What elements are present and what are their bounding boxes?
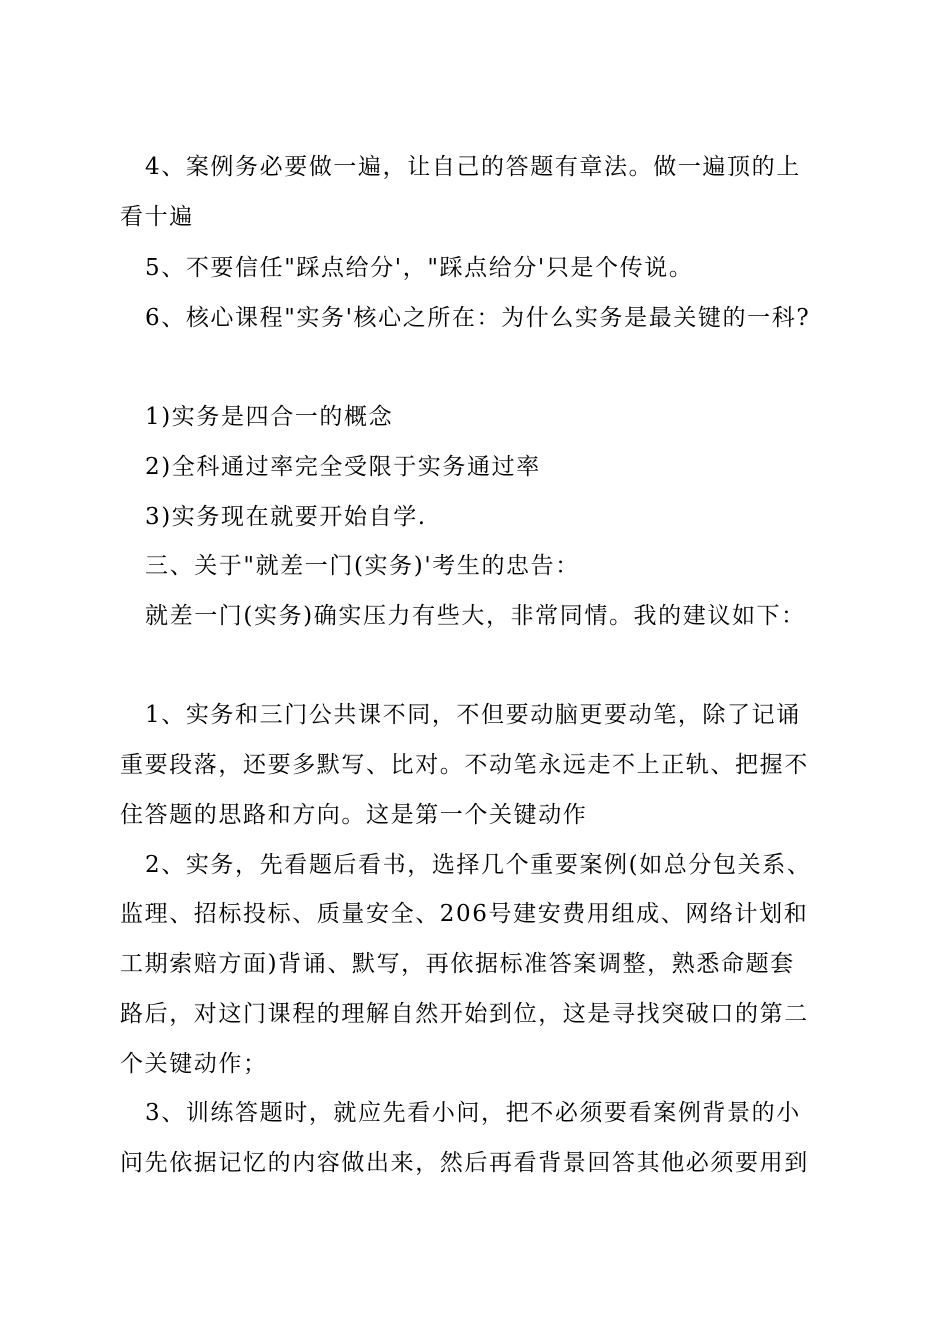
paragraph-line: 2、实务，先看题后看书，选择几个重要案例(如总分包关系、 <box>145 852 812 878</box>
paragraph-line: 路后，对这门课程的理解自然开始到位，这是寻找突破口的第二 <box>120 1001 809 1027</box>
list-item: 2)全科通过率完全受限于实务通过率 <box>145 454 541 480</box>
paragraph-line: 问先依据记忆的内容做出来，然后再看背景回答其他必须要用到 <box>120 1150 809 1176</box>
paragraph-line: 就差一门(实务)确实压力有些大，非常同情。我的建议如下： <box>145 603 806 629</box>
paragraph-line: 个关键动作； <box>120 1051 268 1077</box>
list-item: 3)实务现在就要开始自学. <box>145 504 427 530</box>
list-item: 1)实务是四合一的概念 <box>145 404 394 430</box>
paragraph-line: 重要段落，还要多默写、比对。不动笔永远走不上正轨、把握不 <box>120 752 809 778</box>
paragraph-line: 监理、招标投标、质量安全、206号建安费用组成、网络计划和 <box>120 901 809 927</box>
paragraph-line: 看十遍 <box>120 204 194 230</box>
paragraph-line: 3、训练答题时，就应先看小问，把不必须要看案例背景的小 <box>145 1100 801 1126</box>
paragraph-line: 4、案例务必要做一遍，让自己的答题有章法。做一遍顶的上 <box>145 154 801 180</box>
section-heading: 三、关于"就差一门(实务)'考生的忠告： <box>145 553 580 579</box>
paragraph-line: 工期索赔方面)背诵、默写，再依据标准答案调整，熟悉命题套 <box>120 951 795 977</box>
paragraph-line: 1、实务和三门公共课不同，不但要动脑更要动笔，除了记诵 <box>145 702 801 728</box>
paragraph-line: 5、不要信任"踩点给分'，"踩点给分'只是个传说。 <box>145 255 694 281</box>
paragraph-line: 住答题的思路和方向。这是第一个关键动作 <box>120 802 588 828</box>
paragraph-line: 6、核心课程"实务'核心之所在：为什么实务是最关键的一科? <box>145 305 811 331</box>
